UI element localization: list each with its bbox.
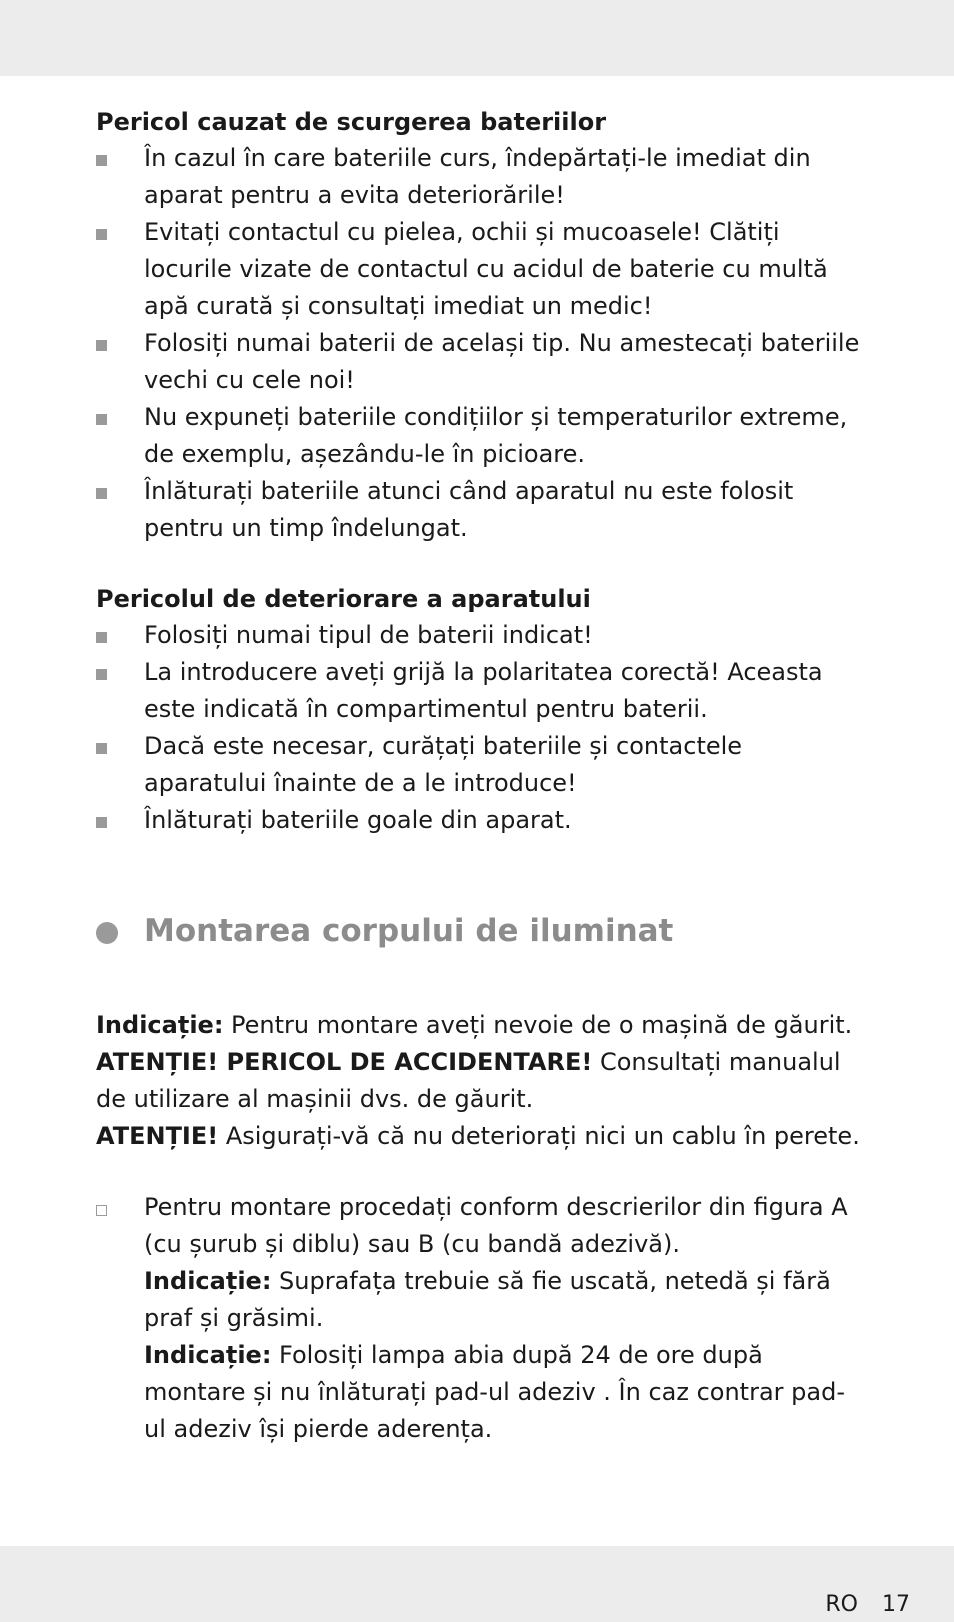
page-content [96, 104, 866, 1448]
note-text: Asigurați-vă că nu deteriorați nici un cablu în perete. [218, 1122, 860, 1150]
note-text: Pentru montare aveți nevoie de o mașină de găurit. [223, 1011, 853, 1039]
hint-label: Indicație: [144, 1341, 272, 1369]
note-text: Consultați manualul de utilizare al mașinii dvs. de găurit. [96, 1048, 841, 1113]
step-item [96, 1189, 866, 1448]
square-bullet-icon [96, 155, 107, 166]
list-item-text: În cazul în care bateriile curs, îndepărtați-le imediat din aparat pentru a evita deteriorările! [144, 144, 811, 209]
list-item [96, 325, 866, 399]
page-footer [801, 1592, 910, 1617]
section-heading-battery-leak: Pericol cauzat de scurgerea bateriilor [96, 108, 607, 136]
note-cable-warning [96, 1118, 866, 1155]
list-item [96, 802, 866, 839]
square-bullet-icon [96, 340, 107, 351]
list-item [96, 140, 866, 214]
note-label: ATENȚIE! [96, 1122, 219, 1150]
list-item-text: Înlăturați bateriile goale din aparat. [144, 806, 572, 834]
device-damage-list [96, 617, 866, 839]
step-text: Pentru montare procedați conform descrierilor din figura A (cu șurub și diblu) sau B (cu bandă adezivă). [144, 1193, 848, 1258]
note-drill [96, 1007, 866, 1044]
hint-text: Suprafața trebuie să fie uscată, netedă și fără praf și grăsimi. [144, 1267, 831, 1332]
list-item-text: Înlăturați bateriile atunci când aparatul nu este folosit pentru un timp îndelungat. [144, 477, 794, 542]
hint-text: Folosiți lampa abia după 24 de ore după montare și nu înlăturați pad-ul adeziv . În caz contrar pad-ul adeziv își pierde aderența. [144, 1341, 845, 1443]
circle-bullet-icon [96, 922, 118, 944]
square-bullet-icon [96, 743, 107, 754]
list-item [96, 214, 866, 325]
page-number: 17 [882, 1592, 910, 1617]
list-item-text: Folosiți numai baterii de același tip. Nu amestecați bateriile vechi cu cele noi! [144, 329, 860, 394]
square-bullet-icon [96, 632, 107, 643]
hint-label: Indicație: [144, 1267, 272, 1295]
square-bullet-icon [96, 414, 107, 425]
top-band [0, 0, 954, 76]
square-bullet-icon [96, 669, 107, 680]
square-bullet-icon [96, 817, 107, 828]
chapter-heading [96, 911, 866, 951]
note-label: ATENȚIE! PERICOL DE ACCIDENTARE! [96, 1048, 593, 1076]
square-bullet-icon [96, 229, 107, 240]
square-bullet-icon [96, 488, 107, 499]
checkbox-square-icon [96, 1205, 107, 1216]
note-accident-warning [96, 1044, 866, 1118]
list-item-text: Folosiți numai tipul de baterii indicat! [144, 621, 593, 649]
list-item-text: Nu expuneți bateriile condițiilor și temperaturilor extreme, de exemplu, așezându-le în picioare. [144, 403, 848, 468]
list-item-text: Dacă este necesar, curățați bateriile și contactele aparatului înainte de a le introduce! [144, 732, 743, 797]
battery-leak-list [96, 140, 866, 547]
list-item [96, 728, 866, 802]
chapter-title: Montarea corpului de iluminat [144, 913, 674, 949]
list-item [96, 617, 866, 654]
list-item [96, 399, 866, 473]
mounting-notes [96, 1007, 866, 1155]
note-label: Indicație: [96, 1011, 224, 1039]
language-code: RO [825, 1592, 858, 1617]
section-heading-device-damage: Pericolul de deteriorare a aparatului [96, 585, 591, 613]
mounting-steps [96, 1189, 866, 1448]
list-item-text: La introducere aveți grijă la polaritatea corectă! Aceasta este indicată în compartimentul pentru baterii. [144, 658, 823, 723]
list-item [96, 473, 866, 547]
list-item [96, 654, 866, 728]
list-item-text: Evitați contactul cu pielea, ochii și mucoasele! Clătiți locurile vizate de contactul cu acidul de baterie cu multă apă curată și consultați imediat un medic! [144, 218, 828, 320]
